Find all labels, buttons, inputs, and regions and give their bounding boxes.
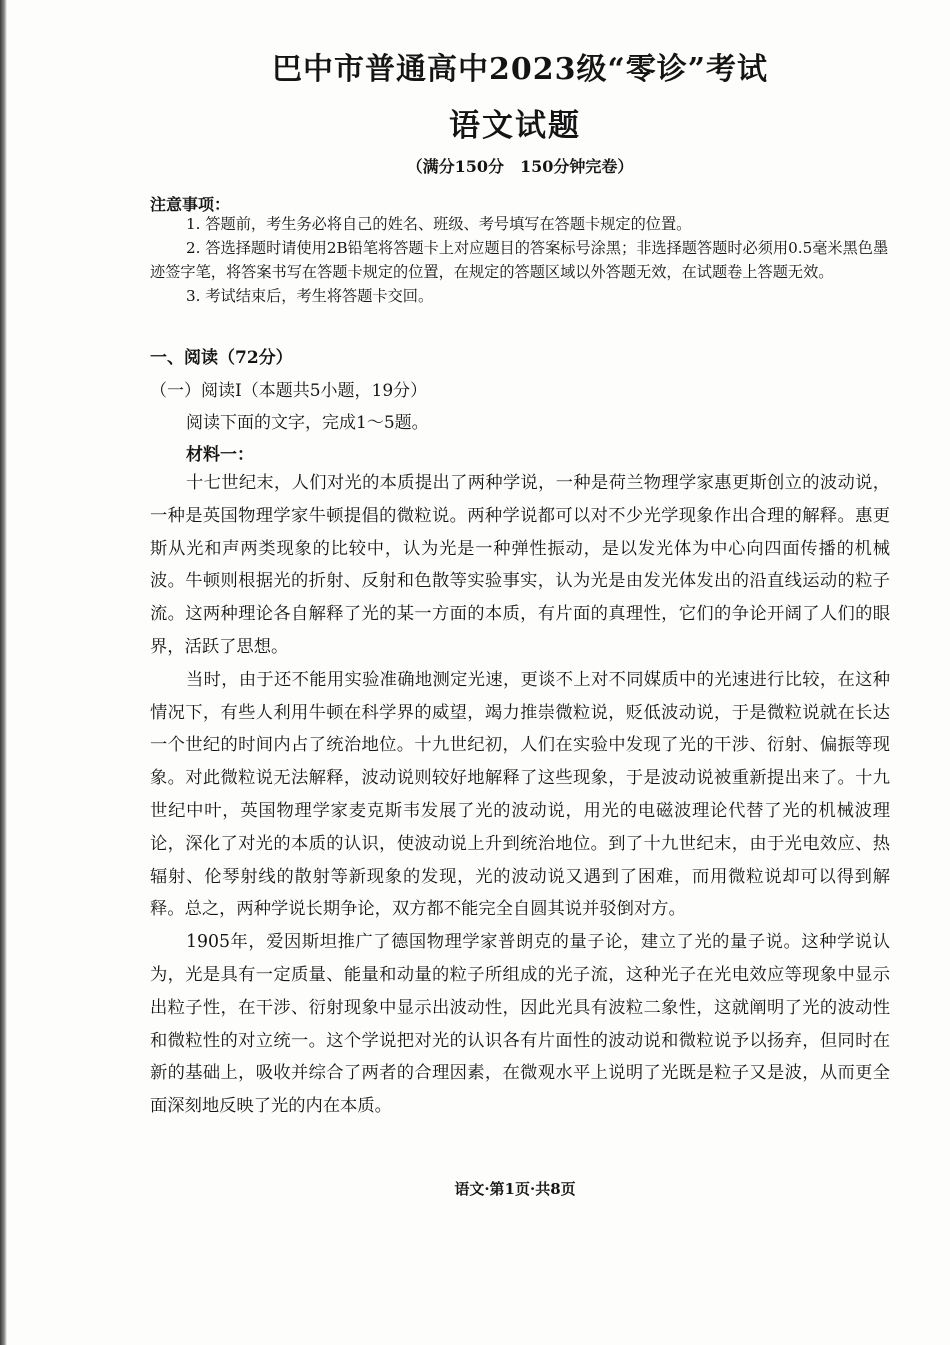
section-heading-reading: 一、阅读（72分） bbox=[150, 348, 293, 368]
notice-list bbox=[150, 212, 890, 308]
material-label: 材料一： bbox=[186, 445, 254, 465]
material-text bbox=[150, 467, 890, 1123]
exam-title: 巴中市普通高中2023级“零诊”考试 bbox=[271, 52, 768, 87]
notice-item-2: 2. 答选择题时请使用2B铅笔将答题卡上对应题目的答案标号涂黑；非选择题答题时必须用0.5毫米黑色墨迹签字笔，将答案书写在答题卡规定的位置，在规定的答题区域以外答题无效，在试题卷上答题无效。 bbox=[150, 239, 889, 281]
paragraph-1: 十七世纪末，人们对光的本质提出了两种学说，一种是荷兰物理学家惠更斯创立的波动说，一种是英国物理学家牛顿提倡的微粒说。两种学说都可以对不少光学现象作出合理的解释。惠更斯从光和声两类现象的比较中，认为光是一种弹性振动，是以发光体为中心向四面传播的机械波。牛顿则根据光的折射、反射和色散等实验事实，认为光是由发光体发出的沿直线运动的粒子流。这两种理论各自解释了光的某一方面的本质，有片面的真理性，它们的争论开阔了人们的眼界，活跃了思想。 bbox=[150, 473, 890, 657]
paragraph-2: 当时，由于还不能用实验准确地测定光速，更谈不上对不同媒质中的光速进行比较，在这种情况下，有些人利用牛顿在科学界的威望，竭力推崇微粒说，贬低波动说，于是微粒说就在长达一个世纪的时间内占了统治地位。十九世纪初，人们在实验中发现了光的干涉、衍射、偏振等现象。对此微粒说无法解释，波动说则较好地解释了这些现象，于是波动说被重新提出来了。十九世纪中叶，英国物理学家麦克斯韦发展了光的波动说，用光的电磁波理论代替了光的机械波理论，深化了对光的本质的认识，使波动说上升到统治地位。到了十九世纪末，由于光电效应、热辐射、伦琴射线的散射等新现象的发现，光的波动说又遇到了困难，而用微粒说却可以得到解释。总之，两种学说长期争论，双方都不能完全自圆其说并驳倒对方。 bbox=[150, 669, 890, 920]
exam-subject-title: 语文试题 bbox=[449, 108, 581, 144]
notice-heading: 注意事项： bbox=[150, 195, 231, 214]
score-time-info: （满分150分 150分钟完卷） bbox=[406, 157, 634, 176]
notice-item-3: 3. 考试结束后，考生将答题卡交回。 bbox=[186, 287, 434, 305]
page-footer: 语文·第1页·共8页 bbox=[454, 1180, 576, 1198]
part-heading-reading-1: （一）阅读Ⅰ（本题共5小题，19分） bbox=[150, 381, 428, 401]
scan-edge-shadow bbox=[0, 0, 7, 1345]
reading-instruction: 阅读下面的文字，完成1～5题。 bbox=[186, 413, 429, 433]
notice-item-1: 1. 答题前，考生务必将自己的姓名、班级、考号填写在答题卡规定的位置。 bbox=[186, 215, 692, 233]
paragraph-3: 1905年，爱因斯坦推广了德国物理学家普朗克的量子论，建立了光的量子说。这种学说认为，光是具有一定质量、能量和动量的粒子所组成的光子流，这种光子在光电效应等现象中显示出粒子性，在干涉、衍射现象中显示出波动性，因此光具有波粒二象性，这就阐明了光的波动性和微粒性的对立统一。这个学说把对光的认识各有片面性的波动说和微粒说予以扬弃，但同时在新的基础上，吸收并综合了两者的合理因素，在微观水平上说明了光既是粒子又是波，从而更全面深刻地反映了光的内在本质。 bbox=[150, 932, 890, 1117]
